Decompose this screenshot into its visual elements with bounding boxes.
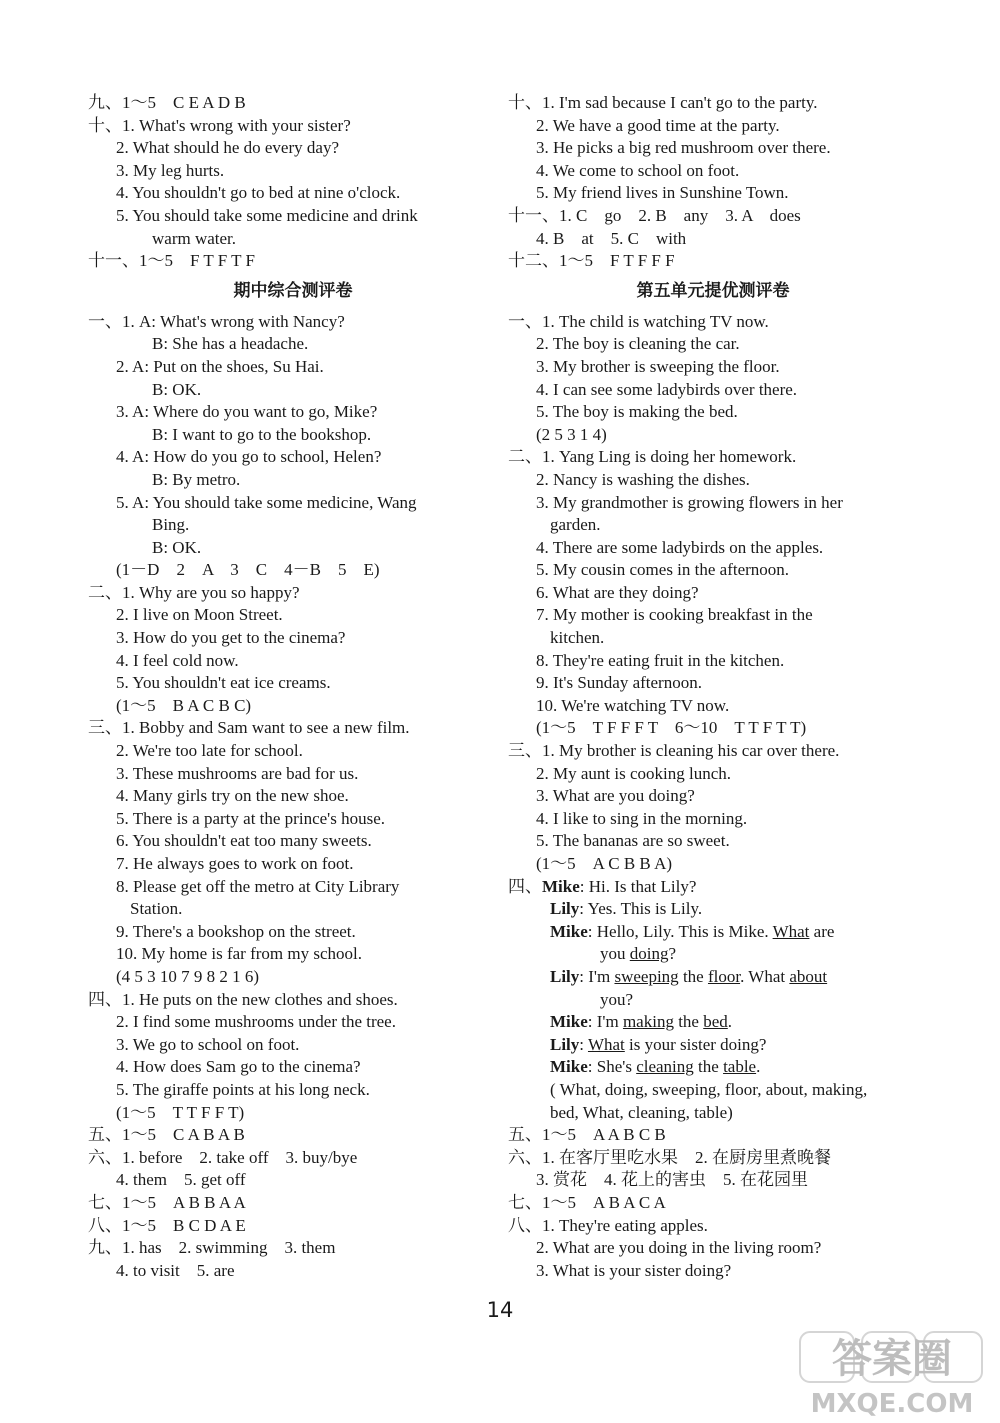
- answer-line: 九、1～5 C E A D B: [88, 93, 246, 112]
- answer-line: 4. There are some ladybirds on the apples.: [536, 537, 824, 557]
- answer-line: 七、1～5 A B B A A: [88, 1192, 246, 1212]
- answer-line: 6. What are they doing?: [536, 582, 699, 602]
- answer-line: 2. I find some mushrooms under the tree.: [116, 1012, 396, 1032]
- answer-line: 3. What is your sister doing?: [536, 1260, 732, 1280]
- dialogue-text: is your sister doing?: [624, 1034, 767, 1054]
- answer-line: 一、1. The child is watching TV now.: [508, 311, 769, 331]
- answer-line: B: I want to go to the bookshop.: [152, 424, 372, 444]
- answer-line: 十、1. What's wrong with your sister?: [88, 115, 351, 135]
- dialogue-line: [508, 989, 918, 1012]
- answer-line: 四、1. He puts on the new clothes and shoes.: [88, 989, 398, 1009]
- answer-line: 十一、1. C go 2. B any 3. A does: [508, 205, 801, 225]
- blank-answer: floor: [707, 966, 741, 986]
- dialogue-text: : I'm: [587, 1012, 623, 1032]
- answer-line: 二、1. Yang Ling is doing her homework.: [508, 447, 797, 467]
- answer-line: 5. The giraffe points at his long neck.: [116, 1079, 370, 1099]
- dialogue-text: .: [727, 1012, 733, 1032]
- answers-continued: [508, 92, 918, 273]
- answer-line: 一、1. A: What's wrong with Nancy?: [88, 311, 345, 331]
- watermark-text-top: 答案圈: [832, 1336, 952, 1382]
- answer-line: 4. I like to sing in the morning.: [536, 808, 748, 828]
- page-number: 14: [486, 1298, 514, 1322]
- blank-answer: doing: [629, 944, 669, 964]
- blank-answer: cleaning: [636, 1057, 694, 1077]
- blank-answer: bed: [703, 1012, 728, 1032]
- dialogue-line: [508, 1011, 918, 1034]
- answers-unit5-part2: [508, 1124, 918, 1282]
- answer-line: (4 5 3 10 7 9 8 2 1 6): [116, 966, 260, 986]
- answer-line: 2. We have a good time at the party.: [536, 115, 780, 135]
- speaker-name: Lily: [550, 1034, 580, 1054]
- blank-answer: What: [772, 921, 810, 941]
- answer-line: B: She has a headache.: [152, 334, 309, 354]
- answer-line: 六、1. 在客厅里吃水果 2. 在厨房里煮晚餐: [508, 1147, 831, 1167]
- dialogue-line: [508, 1056, 918, 1079]
- answer-line: 5. You should take some medicine and drink: [116, 205, 418, 225]
- answer-line: 十一、1～5 F T F T F: [88, 251, 255, 271]
- answer-line: 十、1. I'm sad because I can't go to the party.: [508, 93, 818, 112]
- answer-line: 3. 赏花 4. 花上的害虫 5. 在花园里: [536, 1170, 808, 1190]
- answer-line: 4. them 5. get off: [116, 1170, 246, 1190]
- answer-line: 6. You shouldn't eat too many sweets.: [116, 831, 372, 851]
- answer-line: 3. My brother is sweeping the floor.: [536, 356, 780, 376]
- answer-line: B: OK.: [152, 379, 202, 399]
- blank-answer: What: [587, 1034, 625, 1054]
- answer-line: (1～5 T T F F T): [116, 1102, 245, 1122]
- answer-line: Station.: [130, 899, 183, 919]
- answer-line: (1－D 2 A 3 C 4－B 5 E): [116, 560, 380, 580]
- answer-line: 9. It's Sunday afternoon.: [536, 673, 702, 693]
- speaker-name: Mike: [550, 921, 588, 941]
- answers-unit5-part1: [508, 311, 918, 876]
- answer-line: 5. The bananas are so sweet.: [536, 831, 730, 851]
- speaker-name: Mike: [542, 876, 580, 896]
- dialogue-text: you?: [600, 989, 634, 1009]
- answer-line: 三、1. My brother is cleaning his car over there.: [508, 741, 840, 761]
- answer-line: Bing.: [152, 515, 190, 535]
- answer-line: 三、1. Bobby and Sam want to see a new film.: [88, 718, 410, 738]
- answer-line: 4. B at 5. C with: [536, 228, 687, 248]
- answer-line: 7. He always goes to work on foot.: [116, 854, 354, 873]
- answer-line: 2. What should he do every day?: [116, 138, 339, 158]
- answer-line: 2. A: Put on the shoes, Su Hai.: [116, 356, 324, 376]
- blank-answer: making: [622, 1012, 674, 1032]
- answers-midterm: [88, 311, 498, 1283]
- dialogue-text: :: [579, 1034, 588, 1054]
- answer-line: 9. There's a bookshop on the street.: [116, 921, 356, 941]
- answer-line: (1～5 B A C B C): [116, 695, 252, 715]
- answer-line: 5. A: You should take some medicine, Wang: [116, 492, 417, 512]
- dialogue-text: : I'm: [579, 966, 615, 986]
- answer-line: 3. My grandmother is growing flowers in her: [536, 492, 843, 512]
- dialogue-text: ?: [668, 944, 677, 964]
- answer-line: (1～5 T F F F T 6～10 T T F T T): [536, 718, 807, 738]
- dialogue-text: : Yes. This is Lily.: [579, 899, 703, 919]
- answer-line: 3. My leg hurts.: [116, 160, 225, 180]
- dialogue-text: : Hi. Is that Lily?: [579, 876, 697, 896]
- dialogue-text: you: [600, 944, 630, 964]
- answer-line: 八、1. They're eating apples.: [508, 1215, 708, 1235]
- answer-line: 2. The boy is cleaning the car.: [536, 334, 740, 354]
- dialogue-line: [508, 898, 918, 921]
- answer-line: 4. We come to school on foot.: [536, 160, 740, 180]
- answer-key: bed, What, cleaning, table): [550, 1102, 733, 1122]
- right-column: [508, 92, 918, 1282]
- section-prefix: 四、: [508, 876, 542, 896]
- answer-line: 5. My friend lives in Sunshine Town.: [536, 183, 789, 203]
- answer-line: 2. Nancy is washing the dishes.: [536, 469, 750, 489]
- answer-line: 5. The boy is making the bed.: [536, 402, 738, 422]
- answer-line: 2. I live on Moon Street.: [116, 605, 283, 625]
- watermark-text-bottom: MXQE.COM: [810, 1389, 974, 1419]
- answer-line: 4. to visit 5. are: [116, 1260, 235, 1280]
- answer-line: 3. These mushrooms are bad for us.: [116, 763, 359, 783]
- answer-line: (2 5 3 1 4): [536, 424, 607, 444]
- dialogue-line: [508, 1034, 918, 1057]
- watermark-logo: [792, 1326, 992, 1421]
- answer-line: 2. We're too late for school.: [116, 741, 303, 761]
- left-column: [88, 92, 498, 1282]
- speaker-name: Mike: [550, 1012, 588, 1032]
- answer-line: 五、1～5 C A B A B: [88, 1125, 245, 1145]
- answer-line: 七、1～5 A B A C A: [508, 1192, 666, 1212]
- dialogue-line: [508, 921, 918, 944]
- answer-line: 十二、1～5 F T F F F: [508, 251, 675, 271]
- answer-line: 5. You shouldn't eat ice creams.: [116, 673, 331, 693]
- answer-line: 4. I feel cold now.: [116, 650, 239, 670]
- answer-line: 九、1. has 2. swimming 3. them: [88, 1238, 336, 1258]
- answer-line: B: OK.: [152, 537, 202, 557]
- answer-line: 4. You shouldn't go to bed at nine o'clock.: [116, 183, 401, 203]
- dialogue-text: the: [673, 1012, 704, 1032]
- answer-line: 4. How does Sam go to the cinema?: [116, 1057, 361, 1077]
- answer-line: 10. We're watching TV now.: [536, 695, 730, 715]
- answer-line: 六、1. before 2. take off 3. buy/bye: [88, 1147, 358, 1167]
- answer-line: 5. My cousin comes in the afternoon.: [536, 560, 790, 580]
- answer-line: 4. A: How do you go to school, Helen?: [116, 447, 382, 467]
- speaker-name: Lily: [550, 899, 580, 919]
- answer-key: ( What, doing, sweeping, floor, about, making,: [550, 1079, 868, 1099]
- answer-line: 五、1～5 A A B C B: [508, 1125, 666, 1145]
- answer-line: 3. We go to school on foot.: [116, 1034, 300, 1054]
- answer-line: 3. How do you get to the cinema?: [116, 628, 346, 648]
- section-title-unit5: 第五单元提优测评卷: [636, 280, 790, 301]
- answer-line: 八、1～5 B C D A E: [88, 1215, 246, 1235]
- answer-line: (1～5 A C B B A): [536, 854, 673, 873]
- blank-answer: table: [723, 1057, 757, 1077]
- dialogue-text: : She's: [587, 1057, 637, 1077]
- dialogue-text: : Hello, Lily. This is Mike.: [587, 921, 773, 941]
- dialogue-line: [508, 943, 918, 966]
- answer-line: 7. My mother is cooking breakfast in the: [536, 605, 813, 625]
- answer-line: garden.: [550, 515, 601, 535]
- answer-line: B: By metro.: [152, 469, 241, 489]
- speaker-name: Mike: [550, 1057, 588, 1077]
- answer-line: warm water.: [152, 228, 237, 248]
- answer-line: 3. A: Where do you want to go, Mike?: [116, 402, 378, 422]
- dialogue-line: [508, 876, 918, 899]
- answer-line: 5. There is a party at the prince's house.: [116, 808, 385, 828]
- dialogue-text: the: [693, 1057, 724, 1077]
- answer-line: kitchen.: [550, 628, 605, 648]
- answers-unit4-end: [88, 92, 498, 273]
- answer-line: 10. My home is far from my school.: [116, 944, 362, 964]
- dialogue-text: . What: [740, 966, 790, 986]
- dialogue-text: are: [809, 921, 835, 941]
- answer-line: 3. He picks a big red mushroom over there.: [536, 138, 831, 158]
- blank-answer: about: [789, 966, 828, 986]
- answer-line: 8. They're eating fruit in the kitchen.: [536, 650, 785, 670]
- speaker-name: Lily: [550, 966, 580, 986]
- blank-answer: sweeping: [614, 966, 679, 986]
- answer-line: 3. What are you doing?: [536, 786, 695, 806]
- dialogue-block: [508, 876, 918, 1125]
- dialogue-text: .: [756, 1057, 761, 1077]
- answer-line: 二、1. Why are you so happy?: [88, 582, 300, 602]
- answer-line: 2. My aunt is cooking lunch.: [536, 763, 732, 783]
- dialogue-text: the: [678, 966, 708, 986]
- dialogue-line: [508, 966, 918, 989]
- answer-line: 4. I can see some ladybirds over there.: [536, 379, 798, 399]
- answer-line: 8. Please get off the metro at City Library: [116, 876, 400, 896]
- answer-line: 2. What are you doing in the living room?: [536, 1238, 822, 1258]
- answer-line: 4. Many girls try on the new shoe.: [116, 786, 349, 806]
- section-title-midterm: 期中综合测评卷: [233, 280, 353, 301]
